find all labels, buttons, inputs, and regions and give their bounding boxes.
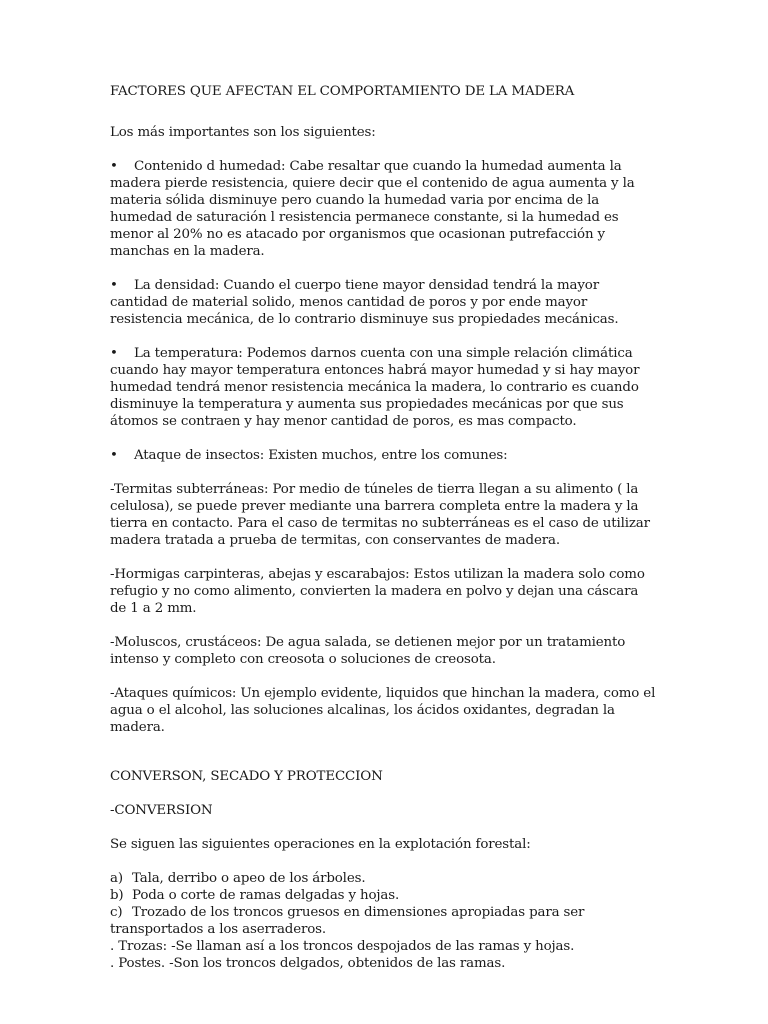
list-marker: b) [110,888,124,903]
list-item-text: Tala, derribo o apeo de los árboles. [132,871,366,886]
bullet-densidad [110,277,658,328]
note-line: . Trozas: -Se llaman así a los troncos despojados de las ramas y hojas. [110,939,575,954]
list-item-text: Poda o corte de ramas delgadas y hojas. [132,888,400,903]
paragraph-termitas: -Termitas subterráneas: Por medio de túneles de tierra llegan a su alimento ( la celulosa), se puede prever mediante una barrera completa entre la madera y la tierra en contacto. Para el caso de termitas no subterráneas es el caso de utilizar madera tratada a prueba de termitas, con conservantes de madera. [110,482,650,548]
operations-intro: Se siguen las siguientes operaciones en la explotación forestal: [110,837,531,852]
document-body [110,83,658,972]
bullet-icon: • [110,346,118,361]
list-item [110,887,658,904]
bullet-icon: • [110,278,118,293]
bullet-text: La temperatura: Podemos darnos cuenta con una simple relación climática cuando hay mayor temperatura entonces habrá mayor humedad y si hay mayor humedad tendrá menor resistencia mecánica la madera, lo contrario es cuando disminuye la temperatura y aumenta sus propiedades mecánicas por que sus átomos se contraen y hay menor cantidad de poros, es mas compacto. [110,346,640,429]
bullet-text: La densidad: Cuando el cuerpo tiene mayor densidad tendrá la mayor cantidad de material solido, menos cantidad de poros y por ende mayor resistencia mecánica, de lo contrario disminuye sus propiedades mecánicas. [110,278,619,327]
document-title: FACTORES QUE AFECTAN EL COMPORTAMIENTO DE LA MADERA [110,84,575,99]
bullet-insectos [110,447,658,464]
subsection-title: -CONVERSION [110,803,213,818]
paragraph-moluscos: -Moluscos, crustáceos: De agua salada, se detienen mejor por un tratamiento intenso y completo con creosota o soluciones de creosota. [110,635,626,667]
list-item [110,904,658,938]
paragraph-quimicos: -Ataques químicos: Un ejemplo evidente, liquidos que hinchan la madera, como el agua o el alcohol, las soluciones alcalinas, los ácidos oxidantes, degradan la madera. [110,686,656,735]
bullet-icon: • [110,448,118,463]
operations-list [110,870,658,972]
bullet-icon: • [110,159,118,174]
paragraph-hormigas: -Hormigas carpinteras, abejas y escarabajos: Estos utilizan la madera solo como refugio y no como alimento, convierten la madera en polvo y dejan una cáscara de 1 a 2 mm. [110,567,645,616]
list-item-text: Trozado de los troncos gruesos en dimensiones apropiadas para ser transportados a los aserraderos. [110,905,585,937]
intro-text: Los más importantes son los siguientes: [110,125,376,140]
list-marker: a) [110,871,123,886]
note-line: . Postes. -Son los troncos delgados, obtenidos de las ramas. [110,956,506,971]
section-title: CONVERSON, SECADO Y PROTECCION [110,769,383,784]
bullet-temperatura [110,345,658,430]
bullet-text: Ataque de insectos: Existen muchos, entre los comunes: [134,448,508,463]
list-item [110,870,658,887]
bullet-text: Contenido d humedad: Cabe resaltar que cuando la humedad aumenta la madera pierde resistencia, quiere decir que el contenido de agua aumenta y la materia sólida disminuye pero cuando la humedad varia por encima de la humedad de saturación l resistencia permanece constante, si la humedad es menor al 20% no es atacado por organismos que ocasionan putrefacción y manchas en la madera. [110,159,635,259]
list-marker: c) [110,905,123,920]
bullet-humedad [110,158,658,260]
